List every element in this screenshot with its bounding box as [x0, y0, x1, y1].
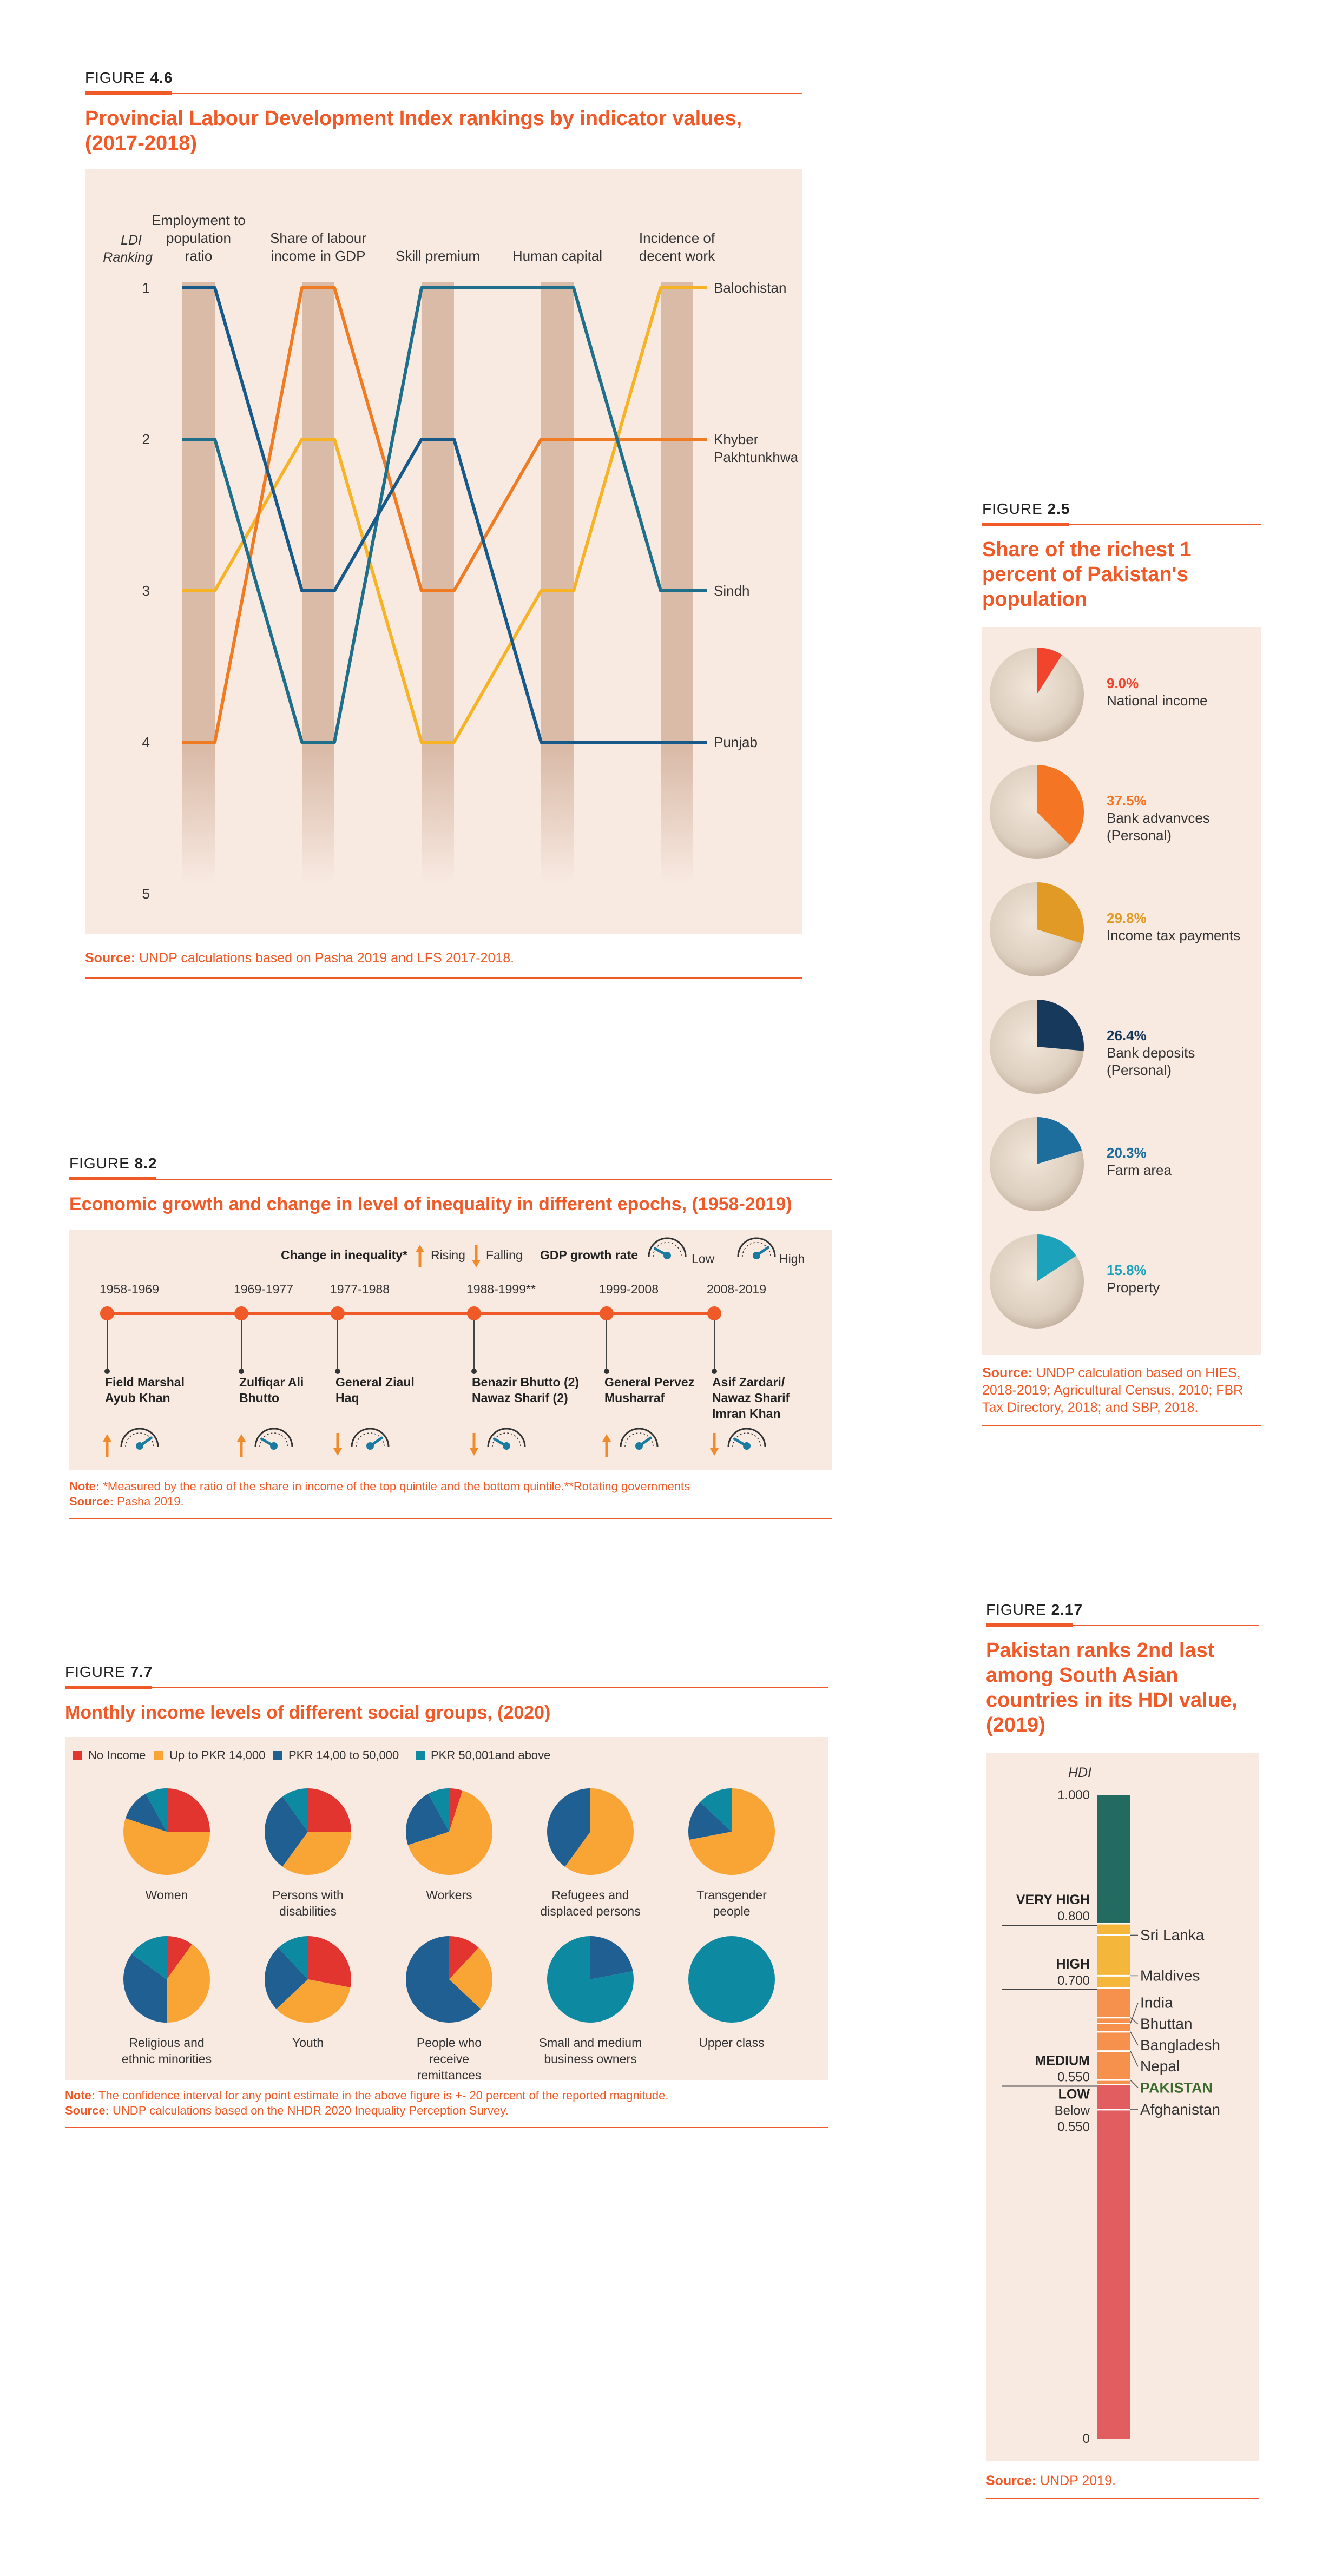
country-label: Sri Lanka	[1140, 1926, 1205, 1944]
country-label: PAKISTAN	[1140, 2079, 1213, 2096]
band-threshold-label: 0.550	[1057, 2119, 1090, 2135]
epoch-leader-label: Asif Zardari/ Nawaz Sharif Imran Khan	[712, 1375, 790, 1421]
source-note: Source: Pasha 2019.	[69, 1495, 184, 1508]
band-threshold-label: 0.700	[1057, 1973, 1090, 1988]
epoch-leader-label: Field Marshal Ayub Khan	[105, 1375, 185, 1405]
figure-4-6	[85, 69, 802, 979]
pie-value-label: 15.8%	[1107, 1262, 1147, 1278]
country-leader	[1130, 2032, 1138, 2045]
epoch-period-label: 1958-1969	[100, 1282, 159, 1296]
gauge-hub	[136, 1442, 143, 1450]
indicator-column	[541, 282, 574, 883]
income-pie-slice	[308, 1788, 351, 1832]
pie-category-label: Income tax payments	[1107, 927, 1241, 943]
falling-arrow-icon	[472, 1245, 481, 1267]
arrow-head	[237, 1434, 246, 1442]
epoch-period-label: 1977-1988	[330, 1282, 390, 1296]
legend-label: Low	[692, 1252, 715, 1266]
figure-label: FIGURE 8.2	[69, 1155, 832, 1180]
source-note: Source: UNDP calculations based on the NHDR 2020 Inequality Perception Survey.	[65, 2104, 509, 2117]
legend-swatch	[154, 1751, 163, 1760]
legend-swatch	[416, 1751, 425, 1760]
figure-title: Pakistan ranks 2nd last among South Asian countries in its HDI value, (2019)	[986, 1639, 1238, 1736]
epoch-marker	[467, 1306, 481, 1320]
country-label: Bhuttan	[1140, 2015, 1193, 2032]
category-label: Skill premium	[395, 248, 481, 264]
chart-panel	[986, 1753, 1259, 2461]
country-leader	[1130, 2080, 1138, 2088]
figure-title: Share of the richest 1 percent of Pakistan's population	[982, 538, 1192, 611]
arrow-head	[333, 1448, 342, 1456]
figure-label: FIGURE 4.6	[85, 69, 802, 94]
rising-arrow-icon	[416, 1245, 424, 1267]
epoch-leader-dot	[604, 1369, 609, 1374]
pie-group-label: Youth	[292, 2036, 324, 2050]
figure-8-2	[69, 1155, 832, 1519]
pie-group-label: Women	[145, 1888, 188, 1902]
pie-group-label: Upper class	[699, 2036, 765, 2050]
indicator-column	[302, 282, 334, 883]
legend-swatch	[273, 1751, 282, 1760]
inequality-arrow-icon	[602, 1434, 611, 1457]
country-label: Afghanistan	[1140, 2101, 1220, 2118]
inequality-arrow-icon	[333, 1433, 342, 1456]
band-name-label: VERY HIGH	[1016, 1892, 1090, 1907]
country-label: India	[1140, 1994, 1173, 2011]
pie-group-label: Persons with disabilities	[272, 1888, 344, 1918]
epoch-marker	[331, 1306, 345, 1320]
y-tick-label: 4	[142, 734, 150, 750]
pie-value-label: 37.5%	[1107, 792, 1147, 809]
pie-value-label: 29.8%	[1107, 910, 1147, 926]
figure-7-7	[65, 1663, 828, 2128]
indicator-column	[661, 282, 693, 883]
arrow-head	[602, 1434, 611, 1442]
pie-category-label: Farm area	[1107, 1162, 1172, 1178]
y-tick-label: 1.000	[1057, 1788, 1090, 1802]
gauge-hub	[635, 1442, 643, 1450]
figure-label: FIGURE 7.7	[65, 1663, 828, 1688]
inequality-arrow-icon	[237, 1434, 246, 1457]
arrow-head	[710, 1448, 719, 1456]
hdi-band	[1097, 2085, 1130, 2439]
growth-gauge-icon	[621, 1429, 657, 1450]
legend-label: Rising	[431, 1248, 465, 1262]
legend-label: Up to PKR 14,000	[169, 1748, 266, 1762]
epoch-marker	[234, 1306, 248, 1320]
pie-category-label: National income	[1107, 692, 1208, 709]
gauge-hub	[663, 1252, 671, 1259]
figure-title: Economic growth and change in level of inequality in different epochs, (1958-2019)	[69, 1194, 792, 1214]
income-pie-slice	[688, 1936, 775, 2023]
series-label: Balochistan	[714, 280, 787, 296]
figure-title: Provincial Labour Development Index rankings by indicator values, (2017-2018)	[85, 107, 742, 155]
gauge-hub	[743, 1442, 751, 1450]
country-label: Maldives	[1140, 1967, 1200, 1984]
chart-panel	[982, 627, 1261, 1355]
figure-2-5	[982, 500, 1261, 1426]
epochs-timeline	[69, 1230, 832, 1470]
pie-value-label: 26.4%	[1107, 1027, 1147, 1043]
pie-category-label: Bank advanvces (Personal)	[1107, 810, 1210, 843]
y-axis-title: Ranking	[103, 250, 153, 265]
series-label: Sindh	[714, 583, 750, 599]
arrow-head	[416, 1245, 424, 1252]
epoch-marker	[707, 1306, 721, 1320]
legend-label: High	[779, 1252, 805, 1266]
income-pie-slice	[308, 1936, 351, 1987]
pie-value-label: 9.0%	[1107, 675, 1139, 691]
growth-gauge-icon	[352, 1429, 389, 1450]
epoch-leader-dot	[104, 1369, 110, 1374]
gauge-hub	[753, 1252, 760, 1259]
pie-group-label: Refugees and displaced persons	[540, 1888, 641, 1918]
y-tick-label: 3	[142, 583, 150, 599]
country-label: Nepal	[1140, 2058, 1180, 2075]
epoch-leader-dot	[239, 1369, 244, 1374]
source-note: Source: UNDP 2019.	[986, 2473, 1116, 2488]
pie-category-label: Bank deposits (Personal)	[1107, 1045, 1195, 1078]
pie-group-label: Small and medium business owners	[538, 2036, 642, 2066]
figure-label: FIGURE 2.5	[982, 500, 1261, 525]
legend-title: Change in inequality*	[281, 1248, 407, 1262]
country-label: Bangladesh	[1140, 2036, 1220, 2053]
arrow-head	[103, 1434, 111, 1442]
band-threshold-label: 0.550	[1057, 2070, 1090, 2085]
growth-gauge-icon	[121, 1429, 158, 1450]
source-note: Source: UNDP calculation based on HIES, 2018-2019; Agricultural Census, 2010; FBR Tax Directory, 2018; and SBP, 2018.	[982, 1365, 1244, 1415]
y-tick-label: 1	[142, 280, 150, 296]
chart-panel	[85, 169, 802, 934]
country-leader	[1130, 2051, 1138, 2067]
epoch-leader-label: Zulfiqar Ali Bhutto	[239, 1375, 304, 1405]
epoch-leader-dot	[471, 1369, 477, 1374]
income-pie-slice	[167, 1788, 210, 1832]
y-tick-label: 5	[142, 886, 150, 902]
band-name-label: MEDIUM	[1035, 2053, 1090, 2069]
pie-group-label: People who receive remittances	[416, 2036, 482, 2080]
epoch-marker	[100, 1306, 114, 1320]
pie-group-label: Religious and ethnic minorities	[121, 2036, 212, 2066]
y-tick-label: 0	[1082, 2432, 1090, 2446]
legend-label: Falling	[486, 1248, 523, 1262]
epoch-leader-label: Benazir Bhutto (2) Nawaz Sharif (2)	[472, 1375, 580, 1405]
band-name-label: HIGH	[1056, 1957, 1090, 1972]
chart-panel	[65, 1737, 828, 2080]
legend-title: GDP growth rate	[540, 1248, 639, 1262]
pie-category-label: Property	[1107, 1279, 1160, 1296]
arrow-head	[470, 1448, 478, 1456]
hdi-band	[1097, 1924, 1130, 1988]
figure-label: FIGURE 2.17	[986, 1601, 1259, 1626]
legend-label: PKR 50,001and above	[431, 1748, 551, 1762]
gauge-low-icon	[649, 1238, 686, 1259]
growth-gauge-icon	[488, 1429, 525, 1450]
epoch-period-label: 1969-1977	[234, 1282, 293, 1296]
inequality-arrow-icon	[470, 1433, 478, 1456]
pie-slice	[1037, 1000, 1084, 1051]
arrow-head	[472, 1260, 481, 1267]
indicator-column	[422, 282, 454, 883]
income-level-pies	[65, 1737, 828, 2080]
pie-group-label: Workers	[426, 1888, 472, 1902]
legend-label: No Income	[88, 1748, 146, 1762]
epoch-marker	[600, 1306, 614, 1320]
epoch-period-label: 1999-2008	[599, 1282, 659, 1296]
y-axis-title: HDI	[1068, 1765, 1091, 1780]
band-threshold-label: 0.800	[1057, 1909, 1090, 1924]
source-note: Source: UNDP calculations based on Pasha 2019 and LFS 2017-2018.	[85, 950, 515, 966]
gauge-hub	[270, 1442, 278, 1450]
epoch-leader-dot	[712, 1369, 717, 1374]
gauge-hub	[366, 1442, 374, 1450]
figure-2-17	[986, 1601, 1259, 2499]
y-tick-label: 2	[142, 431, 150, 447]
series-label: Punjab	[714, 734, 758, 750]
ldi-ranking-chart	[85, 169, 802, 934]
pie-group-label: Transgender people	[696, 1888, 767, 1918]
hdi-scale-chart	[986, 1753, 1259, 2461]
band-name-label: LOW	[1058, 2086, 1090, 2102]
band-threshold-label: Below	[1054, 2103, 1090, 2118]
figure-title: Monthly income levels of different social groups, (2020)	[65, 1702, 551, 1723]
inequality-arrow-icon	[103, 1434, 111, 1457]
epoch-leader-dot	[335, 1369, 340, 1374]
y-axis-title: LDI	[121, 233, 142, 248]
hdi-band	[1097, 1988, 1130, 2085]
category-label: Employment to population ratio	[152, 212, 246, 264]
epoch-period-label: 2008-2019	[707, 1282, 766, 1296]
hdi-band	[1097, 1795, 1130, 1924]
epoch-leader-label: General Pervez Musharraf	[604, 1375, 695, 1405]
richest-share-pies	[982, 627, 1261, 1355]
growth-gauge-icon	[728, 1429, 765, 1450]
legend-label: PKR 14,00 to 50,000	[288, 1748, 399, 1762]
chart-panel	[69, 1230, 832, 1470]
legend-swatch	[73, 1751, 82, 1760]
category-label: Incidence of decent work	[639, 230, 715, 264]
epoch-leader-label: General Ziaul Haq	[336, 1375, 415, 1405]
gauge-high-icon	[738, 1238, 775, 1259]
inequality-arrow-icon	[710, 1433, 719, 1456]
category-label: Share of labour income in GDP	[270, 230, 366, 264]
growth-gauge-icon	[255, 1429, 292, 1450]
category-label: Human capital	[512, 248, 603, 264]
epoch-period-label: 1988-1999**	[466, 1282, 536, 1296]
indicator-column	[182, 282, 215, 883]
note: Note: The confidence interval for any point estimate in the above figure is +- 20 percent of the reported magnitude.	[65, 2089, 669, 2102]
note: Note: *Measured by the ratio of the share in income of the top quintile and the bottom quintile.**Rotating governments	[69, 1479, 690, 1493]
series-label: Khyber Pakhtunkhwa	[714, 431, 799, 465]
gauge-hub	[503, 1442, 510, 1450]
pie-value-label: 20.3%	[1107, 1145, 1147, 1161]
